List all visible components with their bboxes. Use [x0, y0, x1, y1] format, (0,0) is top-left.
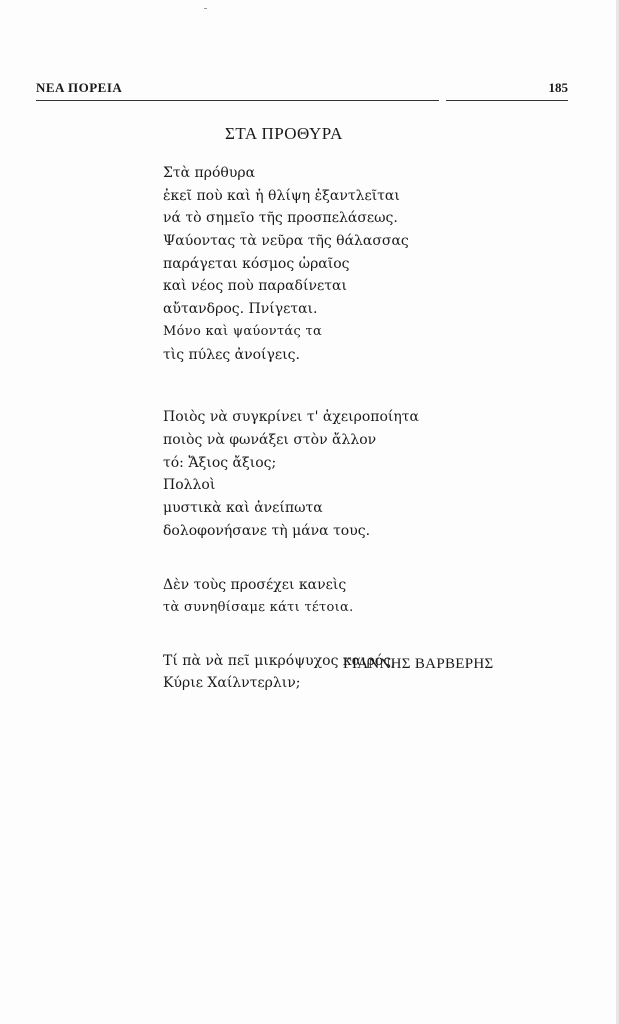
- poem-line: παράγεται κόσμος ὡραῖος: [163, 255, 350, 272]
- poem-line: ποιὸς νὰ φωνάξει στὸν ἄλλον: [163, 431, 377, 448]
- poem-line: ἐκεῖ ποὺ καὶ ἡ θλίψη ἐξαντλεῖται: [163, 187, 400, 204]
- stanza-break: [163, 620, 563, 650]
- poem-line: τὰ συνηθίσαμε κάτι τέτοια.: [163, 600, 354, 615]
- poem-title: ΣΤΑ ΠΡΟΘΥΡΑ: [225, 124, 343, 143]
- poem-line: Ποιὸς νὰ συγκρίνει τ' ἀχειροποίητα: [163, 409, 419, 426]
- poem-line: Τί πὰ νὰ πεῖ μικρόψυχος καιρός,: [163, 652, 396, 669]
- stanza: [163, 574, 563, 619]
- stanza-break: [163, 542, 563, 574]
- poem-line: Ψαύοντας τὰ νεῦρα τῆς θάλασσας: [163, 233, 409, 250]
- poem-line: αὔτανδρος. Πνίγεται.: [163, 301, 318, 318]
- page-number: 185: [548, 80, 568, 95]
- poem-line: Στὰ πρόθυρα: [163, 165, 256, 181]
- author-signature: ΓΙΑΝΝΗΣ ΒΑΡΒΕΡΗΣ: [343, 656, 494, 672]
- poem-line: μυστικὰ καὶ ἀνείπωτα: [163, 499, 323, 516]
- page-header: [36, 80, 568, 104]
- scan-speck: [204, 8, 207, 9]
- stanza: [163, 406, 563, 542]
- poem-line: καὶ νέος ποὺ παραδίνεται: [163, 278, 347, 295]
- poem-line: Μόνο καὶ ψαύοντάς τα: [163, 323, 323, 339]
- header-rule-right: [446, 100, 568, 101]
- poem-line: τό: Ἄξιος ἄξιος;: [163, 454, 277, 471]
- poem-line: δολοφονήσανε τὴ μάνα τους.: [163, 522, 371, 539]
- stanza-break: [163, 366, 563, 406]
- poem-line: Δὲν τοὺς προσέχει κανεὶς: [163, 577, 347, 594]
- running-head: ΝΕΑ ΠΟΡΕΙΑ: [36, 80, 123, 95]
- poem-line: τὶς πύλες ἀνοίγεις.: [163, 346, 300, 363]
- poem-line: Κύριε Χαίλντερλιν;: [163, 675, 301, 692]
- poem-body: [163, 162, 563, 695]
- stanza: [163, 162, 563, 366]
- poem-line: Πολλοὶ: [163, 477, 216, 494]
- poem-line: νά τὸ σημεῖο τῆς προσπελάσεως.: [163, 210, 398, 227]
- header-rule: [36, 100, 439, 101]
